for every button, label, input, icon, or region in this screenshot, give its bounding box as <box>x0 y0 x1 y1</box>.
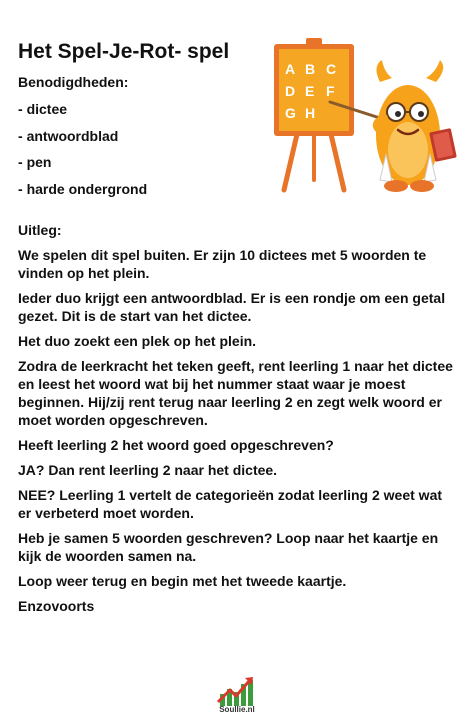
instruction-paragraph: We spelen dit spel buiten. Er zijn 10 dictees met 5 woorden te vinden op het plein. <box>18 247 427 281</box>
board-letter: E <box>305 83 315 99</box>
instruction-paragraph: Ieder duo krijgt een antwoordblad. Er is een rondje om een getal gezet. Dit is de start van het dictee. <box>18 290 446 324</box>
board-letter: A <box>285 61 296 77</box>
board-letter: D <box>285 83 296 99</box>
board-letter: G <box>285 105 296 121</box>
instructions-heading: Uitleg: <box>18 222 62 238</box>
instruction-paragraph: Heeft leerling 2 het woord goed opgeschreven? <box>18 437 334 453</box>
page-title: Het Spel-Je-Rot- spel <box>18 40 230 63</box>
logo-text: Soullie.nl <box>219 705 255 714</box>
board-letter: H <box>305 105 316 121</box>
instruction-paragraph: Loop weer terug en begin met het tweede kaartje. <box>18 573 347 589</box>
materials-heading: Benodigdheden: <box>18 74 129 90</box>
instructions-body <box>18 246 458 622</box>
instruction-paragraph: JA? Dan rent leerling 2 naar het dictee. <box>18 462 278 478</box>
board-letter: C <box>326 61 337 77</box>
instruction-paragraph: Zodra de leerkracht het teken geeft, rent leerling 1 naar het dictee en leest het woord wat bij het nummer staat waar je moest beginnen. Hij/zij rent terug naar leerling 2 en zegt welk woord er moet worden opgeschreven. <box>18 358 453 428</box>
materials-item: - harde ondergrond <box>18 180 147 207</box>
materials-list <box>18 100 147 206</box>
board-letter: B <box>305 61 316 77</box>
monster-teacher-icon <box>268 30 468 200</box>
materials-item: - pen <box>18 153 147 180</box>
materials-item: - dictee <box>18 100 147 127</box>
instruction-paragraph: Heb je samen 5 woorden geschreven? Loop naar het kaartje en kijk de woorden samen na. <box>18 530 439 564</box>
board-letter: F <box>326 83 335 99</box>
instruction-paragraph: Enzovoorts <box>18 598 95 614</box>
materials-item: - antwoordblad <box>18 127 147 154</box>
instruction-paragraph: NEE? Leerling 1 vertelt de categorieën zodat leerling 2 weet wat er verbeterd moet worden. <box>18 487 443 521</box>
instruction-paragraph: Het duo zoekt een plek op het plein. <box>18 333 257 349</box>
